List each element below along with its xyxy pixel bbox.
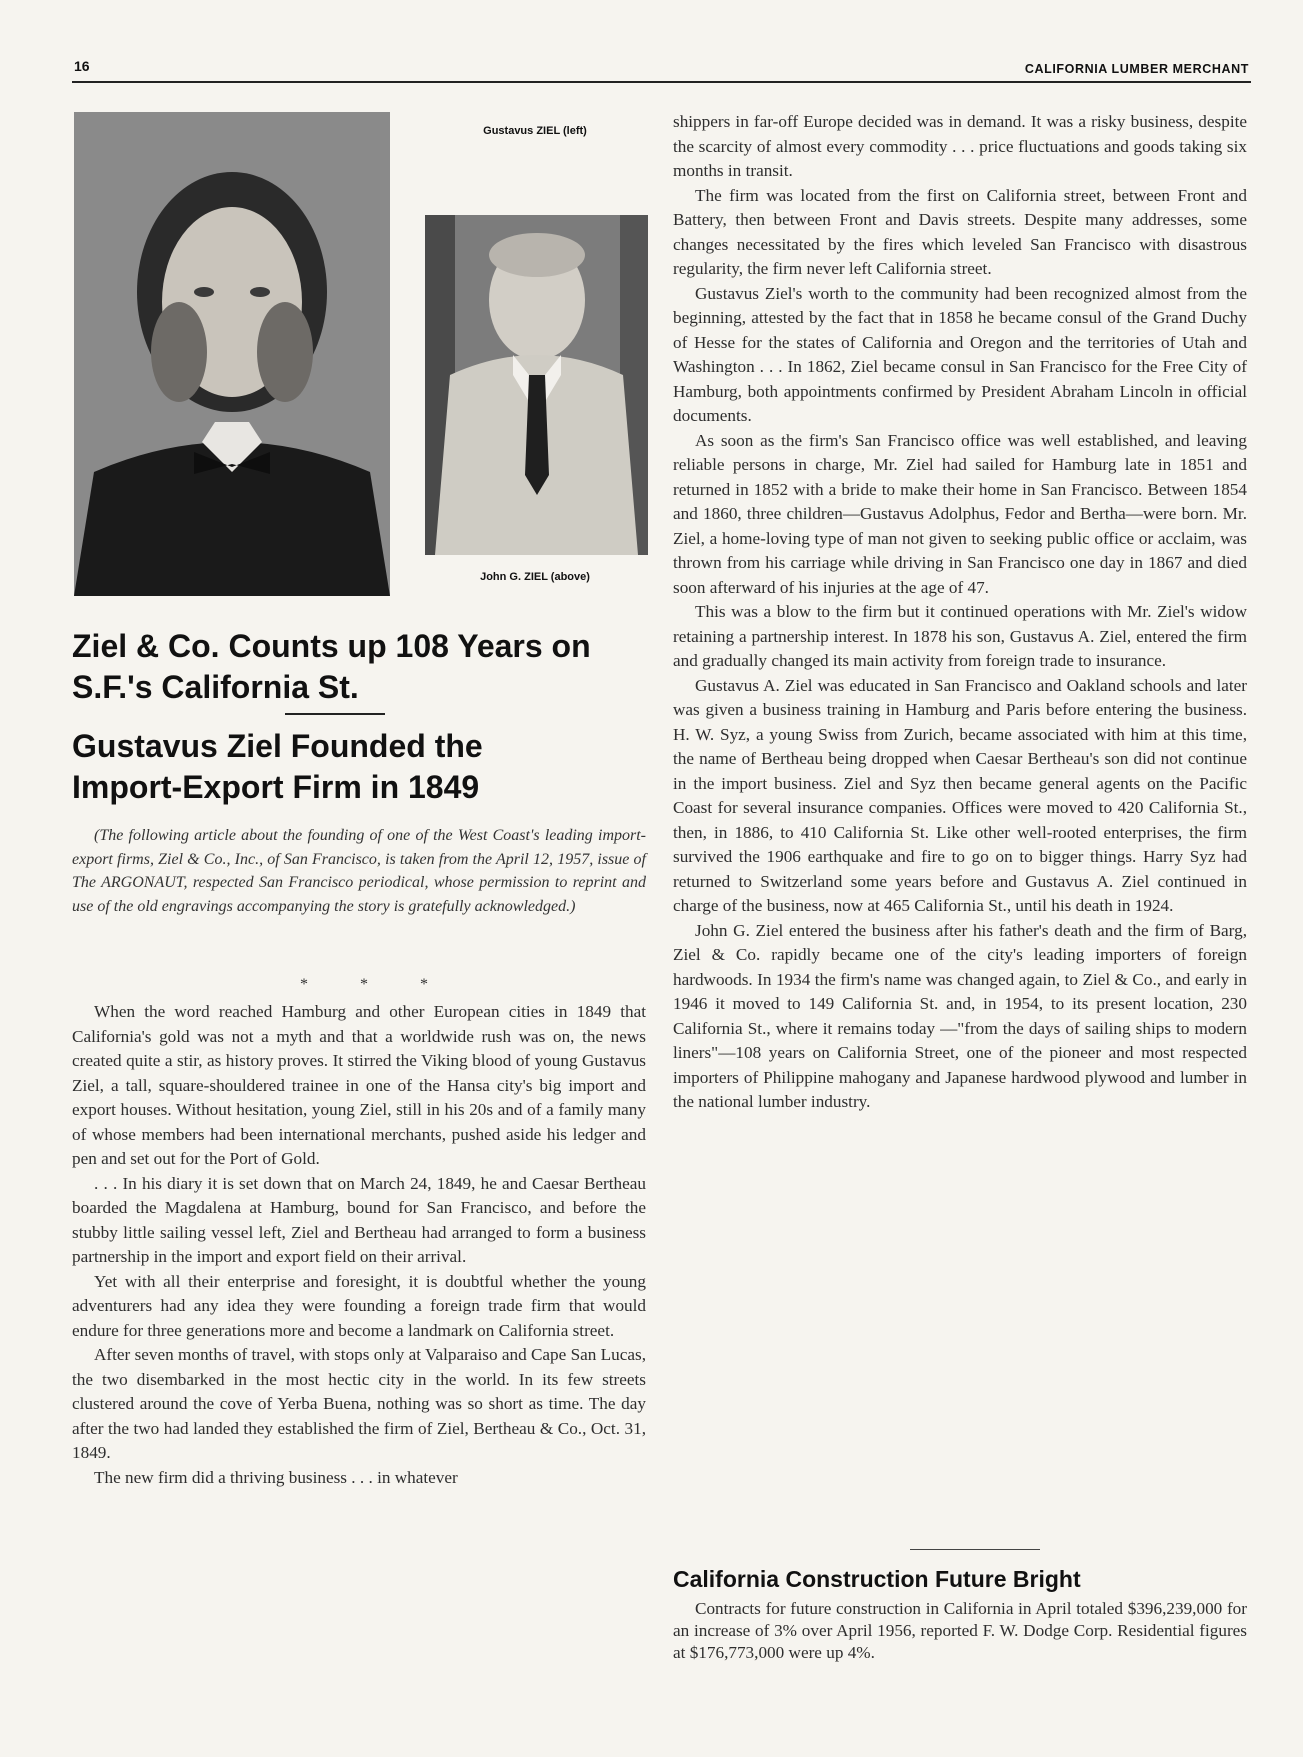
- publication-title: CALIFORNIA LUMBER MERCHANT: [1024, 62, 1249, 76]
- sidebar-text: Contracts for future construction in California in April totaled $396,239,000 for an increase of 3% over April 1956, reported F. W. Dodge Corp. Residential figures at $176,773,000 were up 4%.: [673, 1599, 1247, 1662]
- paragraph: The firm was located from the first on California street, between Front and Battery, then between Front and Davis streets. Despite many addresses, some changes necessitated by the fires which leveled San Francisco with disastrous regularity, the firm never left California street.: [673, 185, 1247, 278]
- caption-gustavus-ziel: Gustavus ZIEL (left): [483, 125, 587, 137]
- article-column-2: [673, 110, 1247, 1115]
- headline-main: Ziel & Co. Counts up 108 Years on S.F.'s California St.: [72, 628, 591, 705]
- paragraph: John G. Ziel entered the business after his father's death and the firm of Barg, Ziel & Co. rapidly became one of the city's leading importers of foreign hardwoods. In 1934 the firm's name was changed again, to Ziel & Co., and early in 1946 it moved to 149 California St. and, in 1954, to its present location, 230 California St., where it remains today —"from the days of sailing ships to modern liners"—108 years on California Street, one of the pioneer and most respected importers of Philippine mahogany and Japanese hardwood plywood and lumber in the national lumber industry.: [673, 920, 1247, 1111]
- paragraph: This was a blow to the firm but it continued operations with Mr. Ziel's widow retaining a partnership interest. In 1878 his son, Gustavus A. Ziel, entered the firm and gradually changed its main activity from foreign trade to insurance.: [673, 602, 1247, 670]
- caption-john-g-ziel: John G. ZIEL (above): [480, 571, 590, 583]
- paragraph: When the word reached Hamburg and other European cities in 1849 that California's gold was not a myth and that a worldwide rush was on, the news created quite a stir, as history proves. It stirred the Viking blood of young Gustavus Ziel, a tall, square-shouldered trainee in one of the Hansa city's big import and export houses. Without hesitation, young Ziel, still in his 20s and of a family many of whose members had been international merchants, pushed aside his ledger and pen and set out for the Port of Gold.: [72, 1002, 646, 1168]
- portrait-john-g-ziel: [425, 215, 648, 555]
- paragraph: As soon as the firm's San Francisco office was well established, and leaving reliable persons in charge, Mr. Ziel had sailed for Hamburg late in 1851 and returned in 1852 with a bride to make their home in San Francisco. Between 1854 and 1860, three children—Gustavus Adolphus, Fedor and Bertha—were born. Mr. Ziel, a home-loving type of man not given to seeking public office or acclaim, was thrown from his carriage while driving in San Francisco one day in 1867 and died soon afterward of his injuries at the age of 47.: [673, 430, 1247, 597]
- header-rule: [72, 81, 1251, 83]
- section-separator: * * *: [300, 976, 452, 993]
- paragraph: . . . In his diary it is set down that on March 24, 1849, he and Caesar Bertheau boarded the Magdalena at Hamburg, bound for San Francisco, and before the stubby little sailing vessel left, Ziel and Bertheau had arranged to form a business partnership in the import and export field on their arrival.: [72, 1173, 646, 1266]
- sidebar-divider: [910, 1549, 1040, 1550]
- article-column-1: [72, 1000, 646, 1490]
- paragraph: Gustavus A. Ziel was educated in San Francisco and Oakland schools and later was given a business training in Hamburg and Paris before entering the business. H. W. Syz, a young Swiss from Zurich, became associated with him at this time, the name of Bertheau being dropped when Caesar Bertheau's son did not continue in the import business. Ziel and Syz then became general agents on the Pacific Coast for several insurance companies. Offices were moved to 420 California St., then, in 1886, to 410 California St. Like other well-rooted enterprises, the firm survived the 1906 earthquake and fire to go on to bigger things. Harry Syz had returned to Switzerland some years before and Gustavus A. Ziel continued in charge of the business, now at 465 California St., until his death in 1924.: [673, 675, 1247, 915]
- paragraph: shippers in far-off Europe decided was in demand. It was a risky business, despite the scarcity of almost every commodity . . . price fluctuations and goods taking six months in transit.: [673, 112, 1247, 180]
- headline-divider: [285, 713, 385, 715]
- editor-note: (The following article about the founding of one of the West Coast's leading import-export firms, Ziel & Co., Inc., of San Francisco, is taken from the April 12, 1957, issue of The ARGONAUT, respected San Francisco periodical, whose permission to reprint and use of the old engravings accompanying the story is gratefully acknowledged.): [72, 827, 646, 915]
- page-number: 16: [74, 58, 90, 74]
- headline-secondary: Gustavus Ziel Founded the Import-Export Firm in 1849: [72, 728, 483, 805]
- paragraph: The new firm did a thriving business . . . in whatever: [94, 1467, 458, 1487]
- paragraph: Yet with all their enterprise and foresight, it is doubtful whether the young adventurers had any idea they were founding a foreign trade firm that would endure for three generations more and become a landmark on California street.: [72, 1271, 646, 1340]
- paragraph: Gustavus Ziel's worth to the community had been recognized almost from the beginning, attested by the fact that in 1858 he became consul of the Grand Duchy of Hesse for the states of California and Oregon and the territories of Utah and Washington . . . In 1862, Ziel became consul in San Francisco for the Free City of Hamburg, both appointments confirmed by President Abraham Lincoln in official documents.: [673, 283, 1247, 425]
- sidebar-headline: California Construction Future Bright: [673, 1566, 1081, 1592]
- portrait-gustavus-ziel: [74, 112, 390, 596]
- paragraph: After seven months of travel, with stops only at Valparaiso and Cape San Lucas, the two disembarked in the most hectic city in the world. In its few streets clustered around the cove of Yerba Buena, nothing was so short as time. The day after the two had landed they established the firm of Ziel, Bertheau & Co., Oct. 31, 1849.: [72, 1345, 646, 1462]
